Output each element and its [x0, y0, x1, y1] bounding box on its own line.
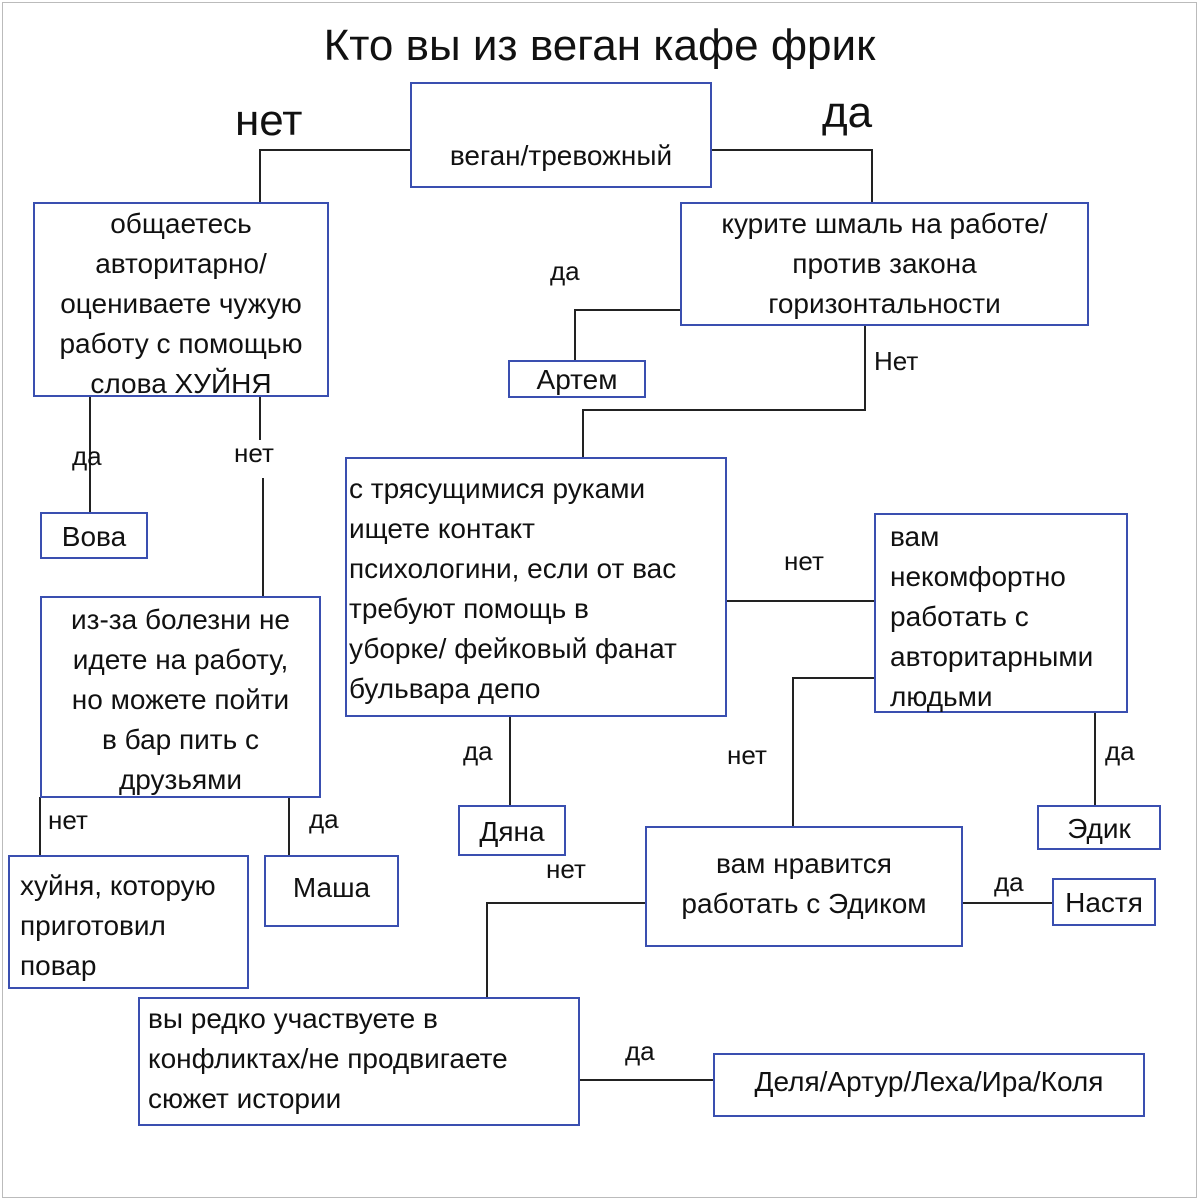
label-weed-no: Нет — [874, 346, 919, 376]
node-uncomfortable: вам некомфортно работать с авторитарными людьми — [874, 513, 1128, 713]
node-like-edik: вам нравится работать с Эдиком — [645, 826, 963, 947]
label-edik-no: нет — [546, 854, 586, 884]
label-shaky-yes: да — [463, 736, 493, 766]
label-root-no: нет — [235, 96, 303, 145]
result-group: Деля/Артур/Леха/Ира/Коля — [713, 1053, 1145, 1117]
node-sick-bar: из-за болезни не идете на работу, но можете пойти в бар пить с друзьями — [40, 596, 321, 798]
node-weed-at-work: курите шмаль на работе/ против закона горизонтальности — [680, 202, 1089, 326]
edge-edik-no — [487, 903, 645, 998]
label-conflicts-yes: да — [625, 1036, 655, 1066]
label-uncomf-no: нет — [727, 740, 767, 770]
edge-uncomf-no — [793, 678, 874, 826]
label-uncomf-yes: да — [1105, 736, 1135, 766]
label-root-yes: да — [822, 88, 873, 137]
label-auth-yes: да — [72, 441, 102, 471]
edge-root-no — [260, 150, 410, 205]
result-artem: Артем — [508, 360, 646, 398]
edge-weed-yes — [575, 310, 680, 360]
label-weed-yes: да — [550, 256, 580, 286]
edge-root-yes — [712, 150, 872, 205]
result-vova: Вова — [40, 512, 148, 559]
node-rare-conflicts: вы редко участвуете в конфликтах/не продвигаете сюжет истории — [138, 997, 580, 1126]
result-masha: Маша — [264, 855, 399, 927]
label-auth-no: нет — [234, 438, 274, 468]
result-cook-crap: хуйня, которую приготовил повар — [8, 855, 249, 989]
label-sick-yes: да — [309, 804, 339, 834]
node-authoritarian: общаетесь авторитарно/ оцениваете чужую работу с помощью слова ХУЙНЯ — [33, 202, 329, 397]
label-shaky-no: нет — [784, 546, 824, 576]
label-sick-no: нет — [48, 805, 88, 835]
node-shaky-hands: с трясущимися руками ищете контакт психологини, если от вас требуют помощь в уборке/ фейковый фанат бульвара депо — [345, 457, 727, 717]
page-title: Кто вы из веган кафе фрик — [323, 21, 876, 70]
result-edik: Эдик — [1037, 805, 1161, 850]
result-nastya: Настя — [1052, 878, 1156, 926]
node-vegan-anxious: веган/тревожный — [410, 82, 712, 188]
label-edik-yes: да — [994, 867, 1024, 897]
result-dyana: Дяна — [458, 805, 566, 856]
